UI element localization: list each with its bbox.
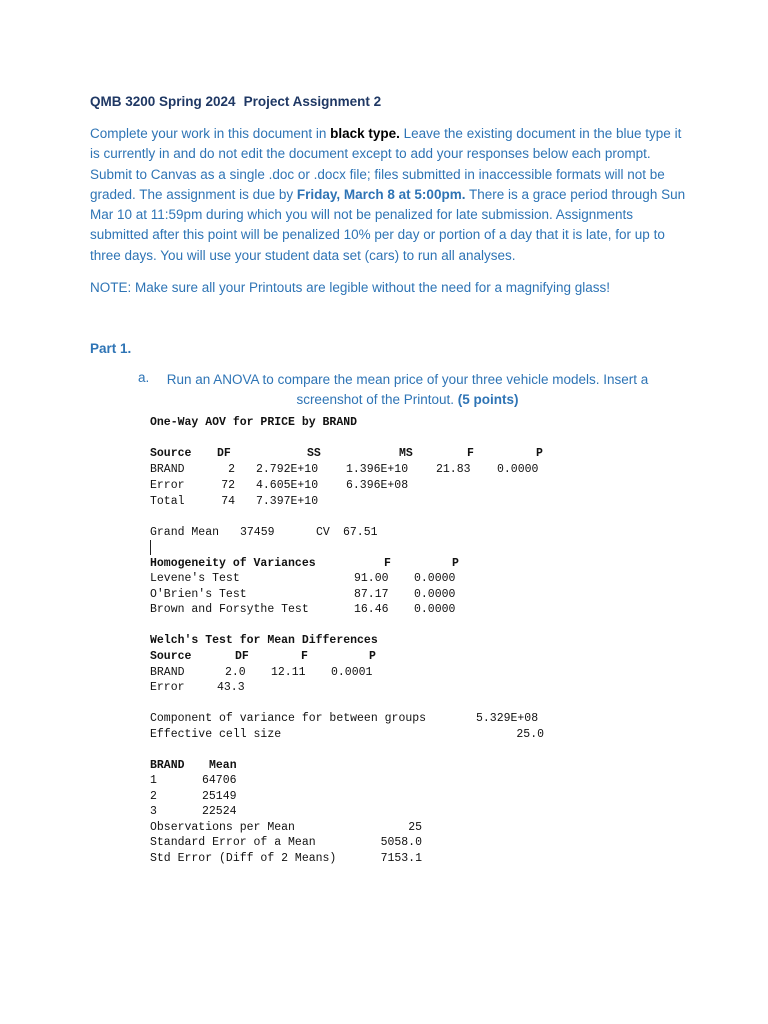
means-row-mean: 22524 bbox=[202, 805, 237, 818]
homogeneity-test-f: 87.17 bbox=[354, 588, 389, 601]
anova-printout-screenshot bbox=[147, 412, 567, 884]
means-row-mean: 25149 bbox=[202, 790, 237, 803]
component-label: Effective cell size bbox=[150, 728, 282, 741]
anova-row-source: BRAND bbox=[150, 463, 185, 476]
welch-row-p: 0.0001 bbox=[331, 666, 373, 679]
component-label: Component of variance for between groups bbox=[150, 712, 427, 725]
anova-header-p: P bbox=[536, 447, 543, 460]
homogeneity-header-p: P bbox=[452, 557, 459, 570]
anova-header-ms: MS bbox=[399, 447, 413, 460]
homogeneity-test-f: 91.00 bbox=[354, 572, 389, 585]
instructions-text-3: There is a grace period through Sun Mar 10 at 11:59pm during which you will not be penalized for late submission. Assignments submitted after this point will be penalized 10% per day or portion of a day that it is late, for up to three days. You will use your student data set (cars) to run all analyses. bbox=[90, 186, 686, 263]
welch-header-p: P bbox=[369, 650, 376, 663]
anova-header-ss: SS bbox=[307, 447, 321, 460]
welch-title: Welch's Test for Mean Differences bbox=[150, 634, 378, 647]
anova-header-source: Source bbox=[150, 447, 192, 460]
assignment-title: Project Assignment 2 bbox=[243, 94, 382, 109]
welch-header-df: DF bbox=[235, 650, 249, 663]
instructions-text-2: Leave the existing document in the blue type it is currently in and do not edit the document except to add your responses below each prompt. Submit to Canvas as a single .doc or .docx file; files submitted in inaccessible formats will not be graded. The assignment is due by bbox=[90, 126, 682, 202]
anova-row-df: 74 bbox=[221, 495, 235, 508]
cv-value: 67.51 bbox=[343, 526, 378, 539]
question-prompt: Run an ANOVA to compare the mean price of your three vehicle models. Insert a screenshot of the Printout. bbox=[166, 372, 649, 408]
welch-header-f: F bbox=[301, 650, 308, 663]
welch-row-source: Error bbox=[150, 681, 185, 694]
part-1-heading: Part 1. bbox=[90, 341, 132, 356]
anova-row-p: 0.0000 bbox=[497, 463, 539, 476]
anova-header-df: DF bbox=[217, 447, 231, 460]
homogeneity-test-p: 0.0000 bbox=[414, 603, 456, 616]
document-heading bbox=[90, 94, 381, 109]
stat-value: 7153.1 bbox=[380, 852, 422, 865]
anova-row-f: 21.83 bbox=[436, 463, 471, 476]
homogeneity-test-p: 0.0000 bbox=[414, 588, 456, 601]
anova-row-ms: 1.396E+10 bbox=[346, 463, 409, 476]
anova-row-ss: 4.605E+10 bbox=[256, 479, 319, 492]
homogeneity-test-name: O'Brien's Test bbox=[150, 588, 247, 601]
welch-row-f: 12.11 bbox=[271, 666, 306, 679]
means-row-brand: 2 bbox=[150, 790, 157, 803]
anova-row-source: Total bbox=[150, 495, 185, 508]
component-value: 25.0 bbox=[516, 728, 544, 741]
course-title: QMB 3200 Spring 2024 bbox=[90, 94, 236, 109]
due-date: Friday, March 8 at 5:00pm. bbox=[296, 186, 466, 202]
welch-row-df: 43.3 bbox=[217, 681, 245, 694]
welch-header-source: Source bbox=[150, 650, 192, 663]
instructions-text-1: Complete your work in this document in bbox=[90, 126, 331, 141]
text-cursor bbox=[150, 540, 151, 555]
anova-row-ms: 6.396E+08 bbox=[346, 479, 409, 492]
black-type-emphasis: black type. bbox=[330, 126, 400, 141]
grand-mean-value: 37459 bbox=[240, 526, 275, 539]
component-value: 5.329E+08 bbox=[476, 712, 539, 725]
means-row-brand: 1 bbox=[150, 774, 157, 787]
instructions-paragraph bbox=[90, 124, 690, 266]
anova-row-ss: 2.792E+10 bbox=[256, 463, 319, 476]
homogeneity-test-f: 16.46 bbox=[354, 603, 389, 616]
homogeneity-test-name: Levene's Test bbox=[150, 572, 240, 585]
grand-mean-label: Grand Mean bbox=[150, 526, 220, 539]
question-letter: a. bbox=[138, 370, 150, 385]
stat-label: Std Error (Diff of 2 Means) bbox=[150, 852, 337, 865]
stat-value: 5058.0 bbox=[380, 836, 422, 849]
question-a-text bbox=[160, 370, 655, 411]
homogeneity-header-f: F bbox=[384, 557, 391, 570]
anova-header-f: F bbox=[467, 447, 474, 460]
note-paragraph: NOTE: Make sure all your Printouts are legible without the need for a magnifying glass! bbox=[90, 280, 611, 295]
means-row-brand: 3 bbox=[150, 805, 157, 818]
stat-label: Observations per Mean bbox=[150, 821, 295, 834]
anova-row-df: 72 bbox=[221, 479, 235, 492]
stat-label: Standard Error of a Mean bbox=[150, 836, 316, 849]
welch-row-df: 2.0 bbox=[225, 666, 246, 679]
stat-value: 25 bbox=[408, 821, 422, 834]
means-header-mean: Mean bbox=[209, 759, 237, 772]
printout-title: One-Way AOV for PRICE by BRAND bbox=[150, 416, 358, 429]
homogeneity-title: Homogeneity of Variances bbox=[150, 557, 316, 570]
means-header-brand: BRAND bbox=[150, 759, 185, 772]
homogeneity-test-name: Brown and Forsythe Test bbox=[150, 603, 309, 616]
anova-row-df: 2 bbox=[228, 463, 235, 476]
anova-row-source: Error bbox=[150, 479, 185, 492]
cv-label: CV bbox=[316, 526, 330, 539]
homogeneity-test-p: 0.0000 bbox=[414, 572, 456, 585]
means-row-mean: 64706 bbox=[202, 774, 237, 787]
welch-row-source: BRAND bbox=[150, 666, 185, 679]
anova-row-ss: 7.397E+10 bbox=[256, 495, 319, 508]
question-points: (5 points) bbox=[457, 392, 519, 408]
